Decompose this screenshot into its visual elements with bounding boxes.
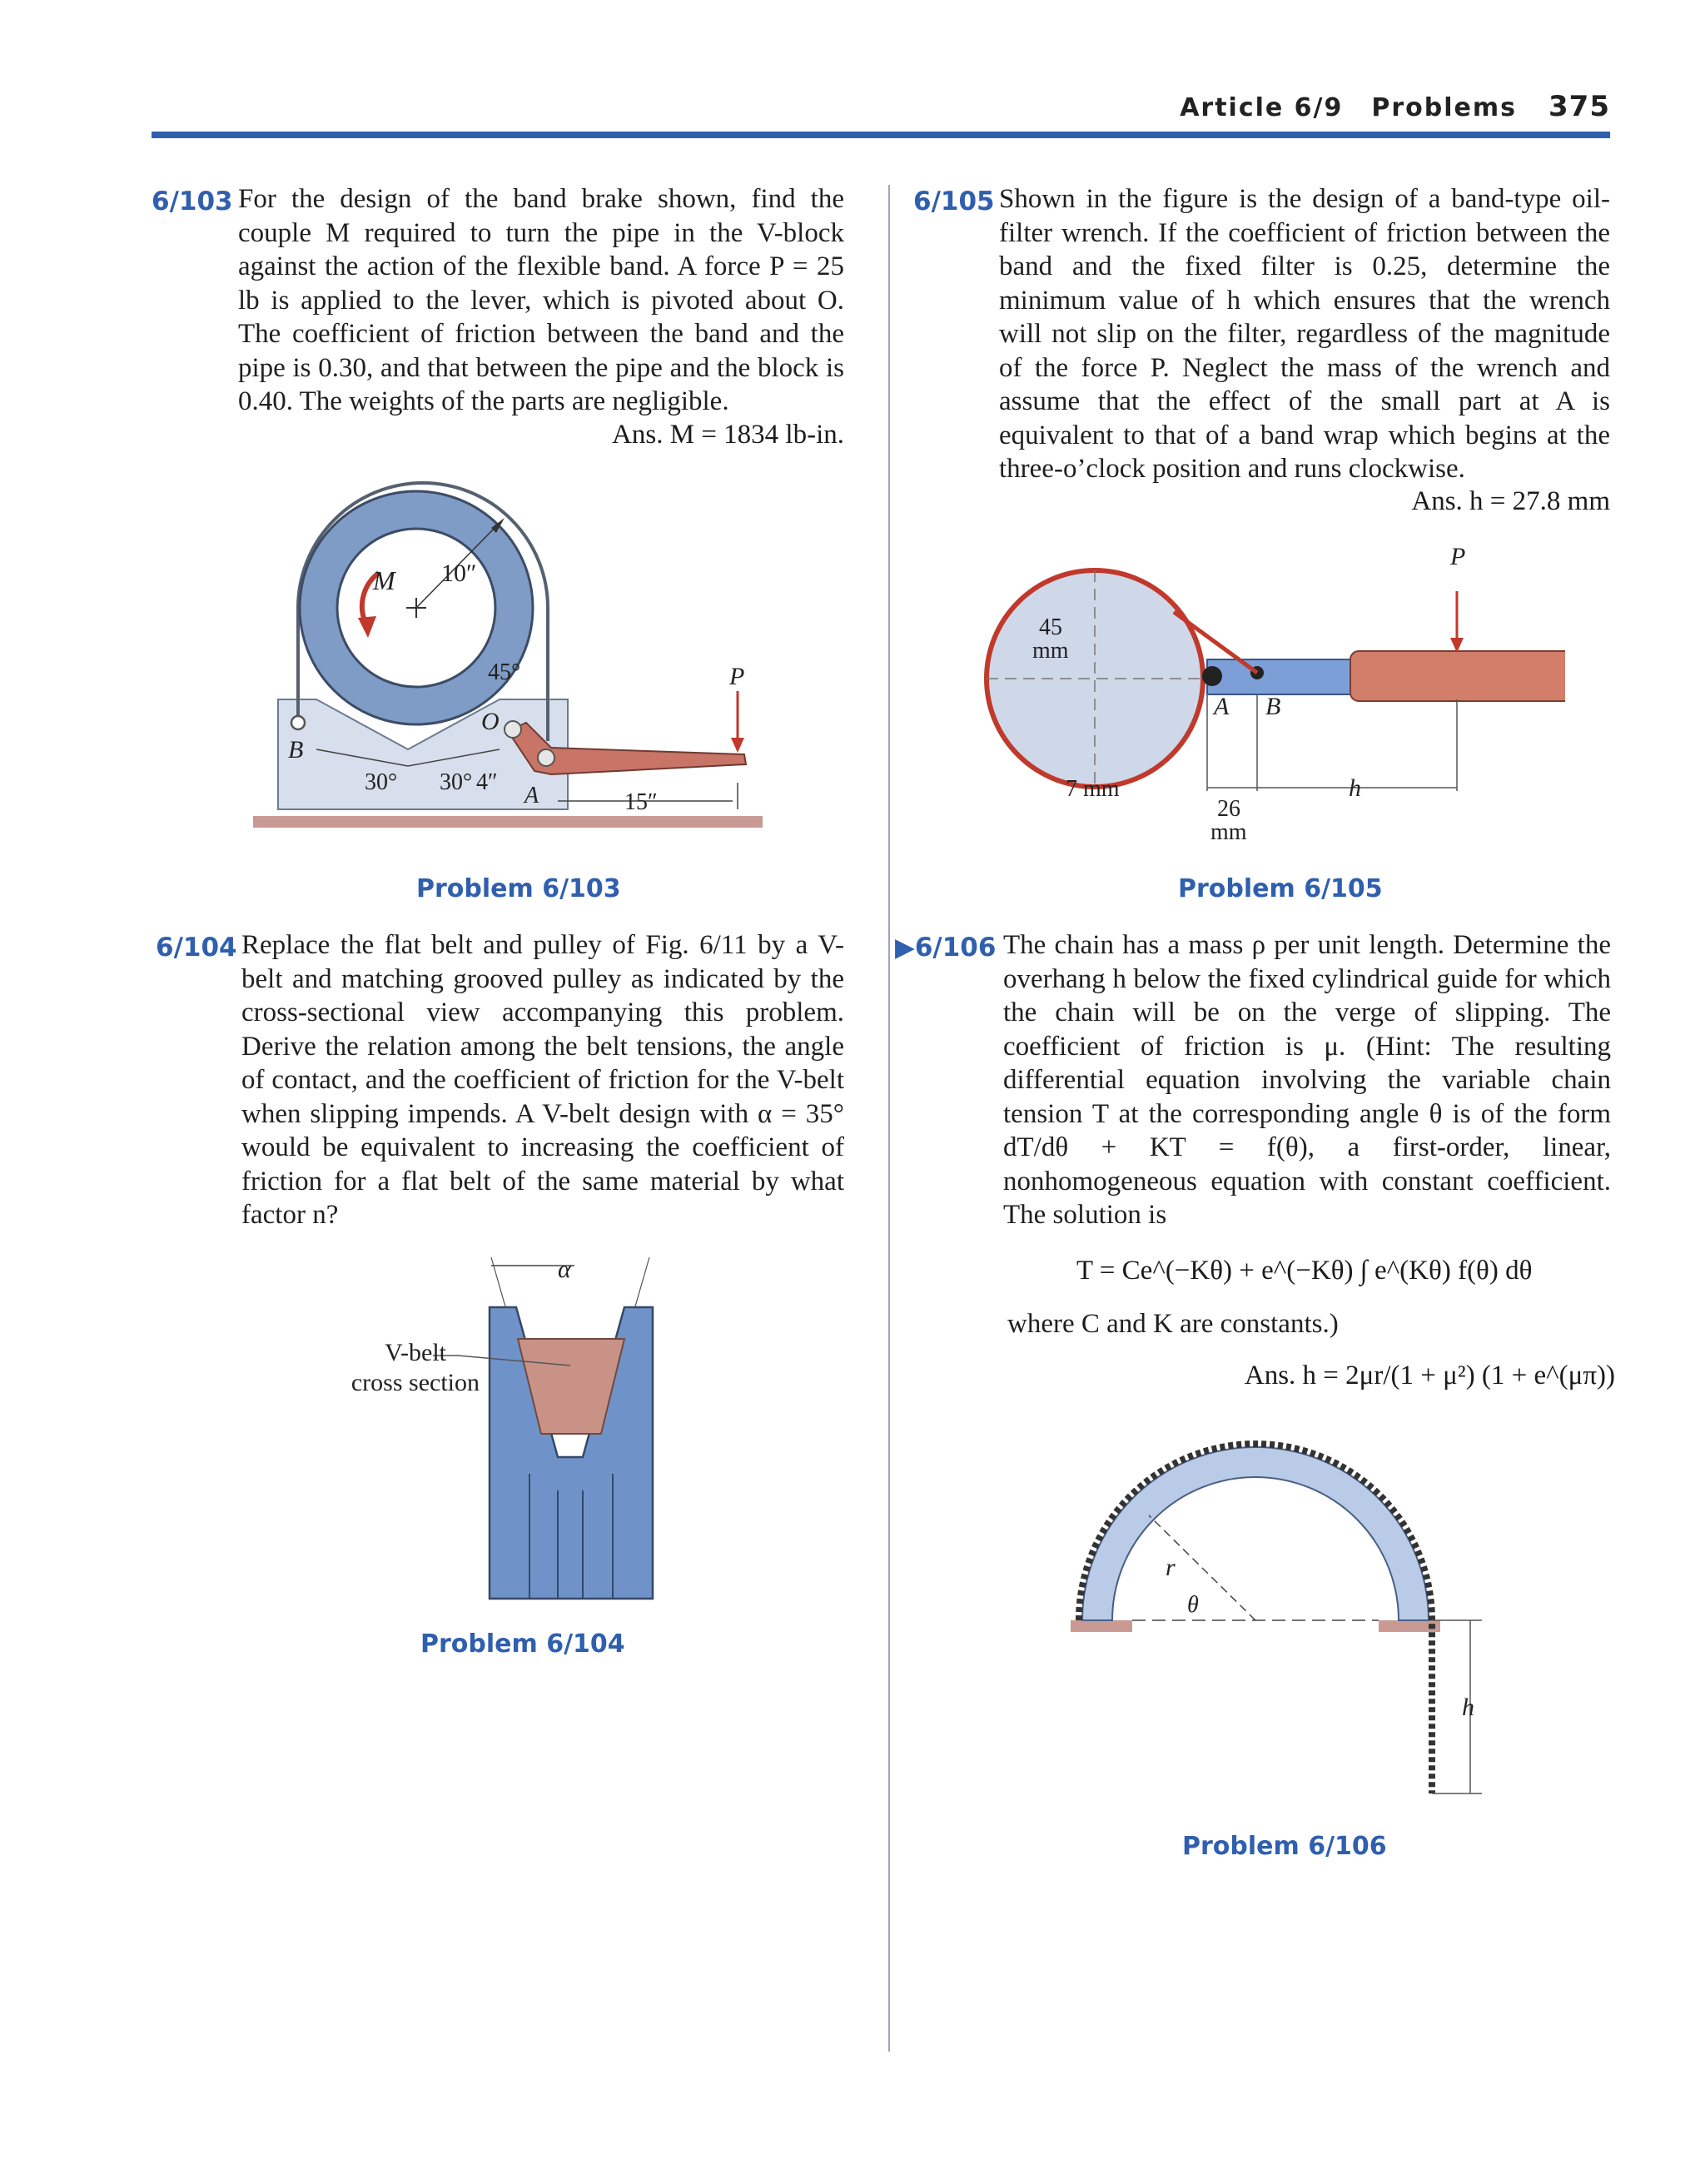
ground: [253, 816, 763, 828]
problem-text: Replace the flat belt and pulley of Fig. 6/11 by a V-belt and matching grooved pulley as indicated by the cross-sectional view accompanying this problem. Derive the relation among the belt tensions, the angle of contact, and the coefficient of friction for the V-belt when slipping impends. A V-belt design with α = 35° would be equivalent to increasing the coefficient of friction for a flat belt of the same material by what factor n?: [241, 930, 844, 1230]
label-45: 45: [1039, 614, 1062, 640]
figure-v-belt: [333, 1241, 683, 1607]
label-radius: 10″: [441, 560, 477, 587]
label-p: P: [729, 663, 745, 690]
pivot-o: [505, 721, 521, 738]
answer: Ans. h = 27.8 mm: [1411, 486, 1610, 516]
label-b: B: [1265, 693, 1281, 720]
label-45deg: 45°: [488, 659, 521, 685]
label-alpha: α: [558, 1256, 571, 1283]
label-h: h: [1349, 774, 1361, 802]
cylindrical-guide: [1082, 1447, 1429, 1620]
label-b: B: [288, 736, 304, 764]
extension-lines: [1207, 695, 1457, 791]
label-p: P: [1450, 543, 1466, 570]
figure-caption: Problem 6/103: [416, 874, 621, 903]
point-a: [1202, 666, 1222, 686]
label-a: A: [524, 783, 539, 808]
label-30deg-left: 30°: [365, 769, 398, 795]
chain: [1079, 1444, 1432, 1793]
label-r: r: [1166, 1554, 1176, 1581]
figure-caption: Problem 6/105: [1178, 874, 1383, 903]
label-a: A: [1214, 693, 1230, 720]
answer: Ans. h = 2μr/(1 + μ²) (1 + e^(μπ)): [1244, 1361, 1615, 1390]
label-o: O: [481, 708, 500, 735]
label-7mm: 7 mm: [1066, 776, 1120, 802]
label-26: 26: [1217, 796, 1240, 822]
pin-a: [538, 749, 554, 766]
label-m: M: [373, 565, 395, 595]
equation-note: where C and K are constants.): [1007, 1309, 1339, 1339]
problem-number: 6/103: [152, 187, 233, 216]
label-4in: 4″: [476, 769, 498, 795]
figure-caption: Problem 6/106: [1182, 1832, 1387, 1861]
anchor-b: [291, 716, 305, 729]
header-rule: [152, 132, 1610, 138]
problem-number: 6/104: [156, 933, 237, 963]
label-vbelt: V-belt: [385, 1339, 446, 1366]
header-article: Article 6/9: [1180, 93, 1344, 122]
header-section: Problems: [1371, 93, 1518, 122]
arrowhead: [731, 738, 744, 753]
problem-text: Shown in the figure is the design of a band-type oil-filter wrench. If the coefficient of friction between the band and the fixed filter is 0.25, determine the minimum value of h which ensures that the wrench will not slip on the filter, regardless of the magnitude of the force P. Neglect the mass of the wrench and assume that the effect of the small part at A is equivalent to that of a band wrap which begins at the three-o’clock position and runs clockwise.: [999, 184, 1610, 484]
support-left: [1071, 1620, 1132, 1632]
grip: [1350, 651, 1565, 701]
column-divider: [888, 185, 890, 2052]
answer: Ans. M = 1834 lb-in.: [612, 420, 844, 450]
h-dimension: [1432, 1620, 1482, 1793]
label-cross-section: cross section: [350, 1369, 480, 1396]
label-26-mm: mm: [1210, 819, 1247, 845]
problem-number: 6/105: [913, 187, 995, 216]
figure-caption: Problem 6/104: [420, 1629, 625, 1659]
problem-number: ▶6/106: [895, 933, 997, 963]
label-15in: 15″: [624, 789, 658, 815]
solution-equation: T = Ce^(−Kθ) + e^(−Kθ) ∫ e^(Kθ) f(θ) dθ: [1076, 1256, 1533, 1286]
figure-oil-filter-wrench: [982, 533, 1565, 858]
page-number: 375: [1548, 90, 1610, 123]
label-30deg-right: 30°: [440, 769, 473, 795]
running-header: [1180, 90, 1610, 123]
label-45-mm: mm: [1032, 638, 1069, 664]
label-theta: θ: [1187, 1592, 1199, 1618]
label-h: h: [1462, 1694, 1474, 1721]
problem-text: For the design of the band brake shown, find the couple M required to turn the pipe in the V-block against the action of the flexible band. A force P = 25 lb is applied to the lever, which is pivoted about O. The coefficient of friction between the band and the pipe is 0.30, and that between the pipe and the block is 0.40. The weights of the parts are negligible.: [238, 184, 844, 416]
problem-text: The chain has a mass ρ per unit length. Determine the overhang h below the fixed cylindrical guide for which the chain will be on the verge of slipping. The coefficient of friction is μ. (Hint: The resulting differential equation involving the variable chain tension T at the corresponding angle θ is of the form dT/dθ + KT = f(θ), a first-order, linear, nonhomogeneous equation with constant coefficient. The solution is: [1003, 930, 1611, 1230]
figure-chain-guide: [1049, 1440, 1515, 1815]
figure-band-brake: [241, 466, 774, 849]
